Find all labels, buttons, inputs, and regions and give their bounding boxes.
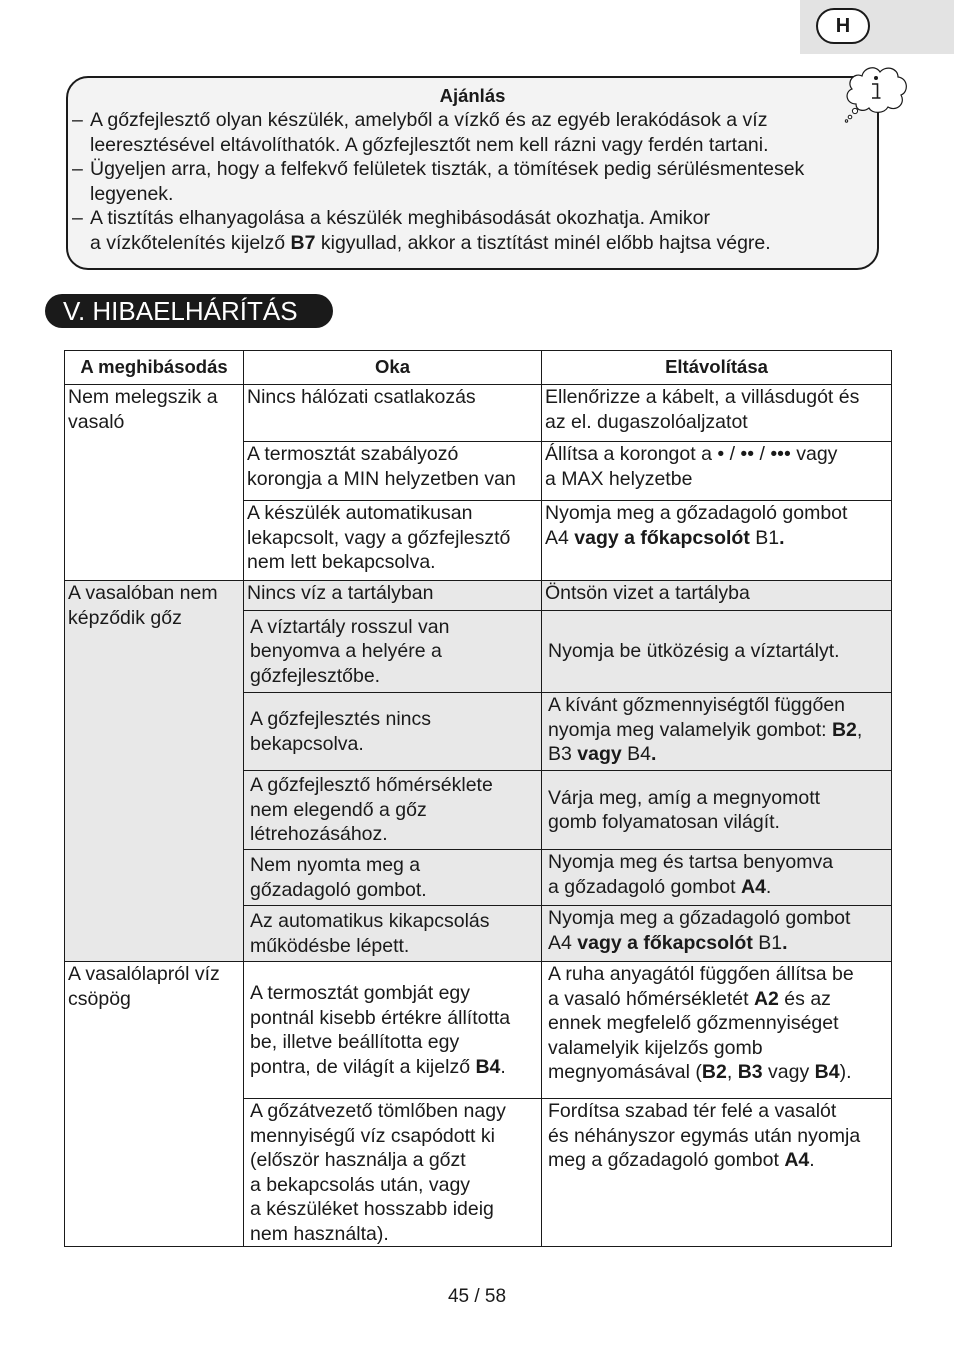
remedy-cell: Nyomja meg és tartsa benyomva a gőzadagoló gombot A4. [542, 850, 892, 906]
table-row [65, 385, 892, 442]
remedy-cell: Fordítsa szabad tér felé a vasalót és néhányszor egymás után nyomja meg a gőzadagoló gombot A4. [542, 1099, 892, 1247]
fault-cell: A vasalólapról víz csöpög [65, 962, 244, 1247]
bold-ref: . [782, 931, 788, 954]
cause-cell: A gőzátvezető tömlőben nagy mennyiségű víz csapódott ki (először használja a gőzt a bekapcsolás után, vagy a készüléket hosszabb ideig nem használta). [244, 1099, 542, 1247]
bullet-dash: – [72, 207, 83, 229]
bold-ref: A4 [784, 1149, 810, 1171]
bold-ref: vagy a főkapcsolót [568, 526, 756, 549]
recommendation-title: Ajánlás [439, 85, 506, 106]
bold-ref: vagy [571, 743, 628, 765]
cause-cell: A gőzfejlesztő hőmérséklete nem elegendő a gőz létrehozásához. [244, 771, 542, 850]
bold-ref: B7 [290, 231, 316, 254]
section-title: V. HIBAELHÁRÍTÁS [45, 294, 333, 328]
cause-cell: A termosztát gombját egy pontnál kisebb értékre állította be, illetve beállította egy pontra, de világít a kijelző B4. [244, 962, 542, 1099]
header-remedy: Eltávolítása [542, 351, 892, 385]
remedy-cell: Nyomja meg a gőzadagoló gombot A4 vagy a főkapcsolót B1. [542, 906, 892, 962]
table-header-row [65, 351, 892, 385]
cause-cell: A víztartály rosszul van benyomva a helyére a gőzfejlesztőbe. [244, 611, 542, 693]
language-badge: H [816, 8, 870, 44]
bullet-dash: – [72, 109, 83, 131]
recommendation-item: – A gőzfejlesztő olyan készülék, amelyből a vízkő és az egyéb lerakódások a víz leeresztésével eltávolíthatók. A gőzfejlesztőt nem kell rázni vagy ferdén tartani. [72, 109, 769, 156]
remedy-cell: Nyomja be ütközésig a víztartályt. [542, 611, 892, 693]
page-number: 45 / 58 [447, 1286, 507, 1307]
cause-cell: Nem nyomta meg a gőzadagoló gombot. [244, 850, 542, 906]
remedy-cell: A kívánt gőzmennyiségtől függően nyomja meg valamelyik gombot: B2, B3 vagy B4. [542, 693, 892, 771]
fault-cell: A vasalóban nem képződik gőz [65, 581, 244, 962]
troubleshooting-table [64, 350, 892, 1247]
bold-ref: B4 [475, 1055, 501, 1078]
cause-cell: Nincs víz a tartályban [244, 581, 542, 611]
table-row [65, 581, 892, 611]
bold-ref: A4 [740, 875, 766, 898]
header-cause: Oka [244, 351, 542, 385]
remedy-cell: Ellenőrizze a kábelt, a villásdugót és az el. dugaszolóaljzatot [542, 385, 892, 442]
remedy-cell: A ruha anyagától függően állítsa be a vasaló hőmérsékletét A2 és az ennek megfelelő gőzmennyiséget valamelyik kijelzős gomb megnyomásával (B2, B3 vagy B4). [542, 962, 892, 1099]
recommendation-item: – A tisztítás elhanyagolása a készülék meghibásodását okozhatja. Amikor a vízkőtelenítés kijelző B7 kigyullad, akkor a tisztítást minél előbb hajtsa végre. [72, 207, 771, 254]
bold-ref: . [779, 526, 785, 549]
cause-cell: Nincs hálózati csatlakozás [244, 385, 542, 442]
bold-ref: B4 [814, 1061, 840, 1083]
bold-ref: B3 [737, 1061, 763, 1083]
bold-ref: vagy a főkapcsolót [571, 931, 759, 954]
cause-cell: A gőzfejlesztés nincs bekapcsolva. [244, 693, 542, 771]
remedy-cell: Nyomja meg a gőzadagoló gombot A4 vagy a főkapcsolót B1. [542, 501, 892, 581]
recommendation-list [72, 108, 862, 255]
remedy-cell: Állítsa a korongot a • / •• / ••• vagy a MAX helyzetbe [542, 442, 892, 501]
cause-cell: Az automatikus kikapcsolás működésbe lépett. [244, 906, 542, 962]
bold-ref: A2 [753, 987, 779, 1010]
remedy-cell: Várja meg, amíg a megnyomott gomb folyamatosan világít. [542, 771, 892, 850]
table-row [65, 962, 892, 1099]
recommendation-item: – Ügyeljen arra, hogy a felfekvő felületek tiszták, a tömítések pedig sérülésmentesek legyenek. [72, 158, 805, 205]
info-icon [842, 62, 910, 124]
cause-cell: A termosztát szabályozó korongja a MIN helyzetben van [244, 442, 542, 501]
cause-cell: A készülék automatikusan lekapcsolt, vagy a gőzfejlesztő nem lett bekapcsolva. [244, 501, 542, 581]
bold-ref: B2 [831, 718, 857, 741]
fault-cell: Nem melegszik a vasaló [65, 385, 244, 581]
bold-ref: B2 [701, 1061, 727, 1083]
remedy-cell: Öntsön vizet a tartályba [542, 581, 892, 611]
bold-ref: . [651, 743, 657, 765]
bullet-dash: – [72, 158, 83, 180]
header-fault: A meghibásodás [65, 351, 244, 385]
